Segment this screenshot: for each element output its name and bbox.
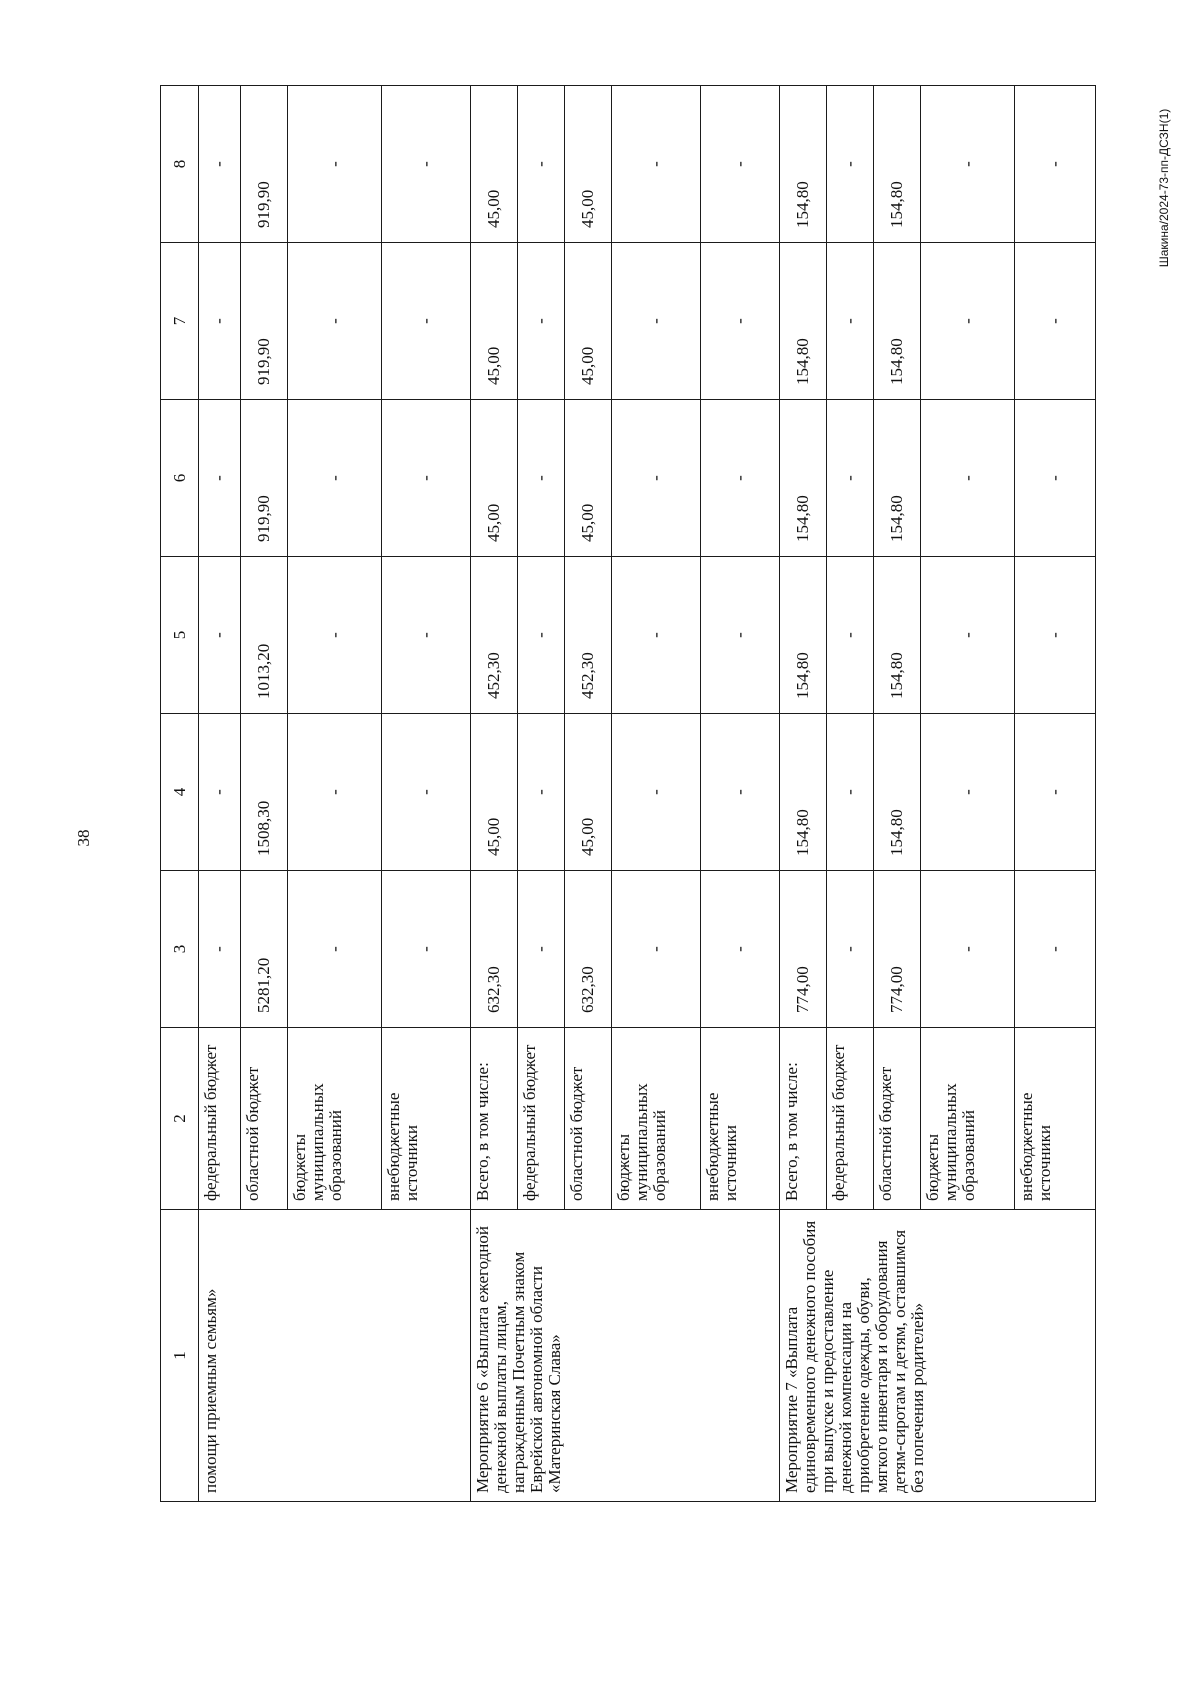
header-cell: 3 — [161, 871, 199, 1028]
header-cell: 5 — [161, 557, 199, 714]
value-cell: 154,80 — [779, 400, 826, 557]
value-cell: - — [1015, 557, 1096, 714]
value-cell: - — [701, 871, 780, 1028]
funding-source-cell: бюджеты муниципальных образований — [921, 1028, 1015, 1210]
value-cell: - — [701, 400, 780, 557]
measure-text: помощи приемным семьям» — [201, 1288, 220, 1493]
value-cell: 45,00 — [565, 243, 612, 400]
value-cell: 154,80 — [874, 400, 921, 557]
value-cell: - — [199, 243, 241, 400]
header-cell: 1 — [161, 1210, 199, 1502]
value-cell: - — [921, 243, 1015, 400]
table-row — [199, 86, 241, 1502]
value-cell: - — [701, 243, 780, 400]
funding-source-cell: внебюджетные источники — [382, 1028, 471, 1210]
measure-text: Мероприятие 7 «Выплата единовременного денежного пособия при выпуске и предоставление денежной компенсации на приобретение одежды, обуви, мягкого инвентаря и оборудования детям-сиротам и детям, оставшимся без попечения родителей» — [781, 1220, 927, 1493]
header-cell: 2 — [161, 1028, 199, 1210]
financing-table — [160, 85, 1096, 1502]
header-cell: 4 — [161, 714, 199, 871]
value-cell: - — [518, 86, 565, 243]
value-cell: 45,00 — [565, 86, 612, 243]
value-cell: - — [287, 557, 381, 714]
funding-source-cell: Всего, в том числе: — [779, 1028, 826, 1210]
value-cell: - — [382, 557, 471, 714]
funding-source-cell: внебюджетные источники — [701, 1028, 780, 1210]
value-cell: - — [518, 243, 565, 400]
header-cell: 8 — [161, 86, 199, 243]
value-cell: - — [382, 714, 471, 871]
value-cell: 452,30 — [471, 557, 518, 714]
value-cell: - — [612, 400, 701, 557]
page-number: 38 — [74, 829, 93, 847]
measure-cell — [199, 1210, 471, 1502]
value-cell: - — [199, 86, 241, 243]
value-cell: 154,80 — [779, 557, 826, 714]
value-cell: - — [518, 557, 565, 714]
value-cell: 452,30 — [565, 557, 612, 714]
table-row — [471, 86, 518, 1502]
funding-source-cell: бюджеты муниципальных образований — [612, 1028, 701, 1210]
value-cell: 919,90 — [240, 86, 287, 243]
value-cell: - — [287, 871, 381, 1028]
funding-source-cell: областной бюджет — [565, 1028, 612, 1210]
value-cell: - — [199, 714, 241, 871]
value-cell: 632,30 — [565, 871, 612, 1028]
value-cell: - — [921, 557, 1015, 714]
value-cell: 45,00 — [471, 243, 518, 400]
value-cell: - — [826, 400, 873, 557]
measure-cell — [471, 1210, 780, 1502]
value-cell: - — [1015, 86, 1096, 243]
table-row — [779, 86, 826, 1502]
table-body — [199, 86, 1096, 1502]
value-cell: - — [287, 400, 381, 557]
value-cell: 45,00 — [565, 400, 612, 557]
value-cell: - — [612, 243, 701, 400]
funding-source-cell: федеральный бюджет — [518, 1028, 565, 1210]
value-cell: 632,30 — [471, 871, 518, 1028]
value-cell: 154,80 — [779, 243, 826, 400]
value-cell: - — [518, 714, 565, 871]
rotated-table-wrapper — [160, 86, 1096, 1502]
value-cell: - — [921, 871, 1015, 1028]
value-cell: - — [612, 714, 701, 871]
funding-source-cell: бюджеты муниципальных образований — [287, 1028, 381, 1210]
header-cell: 6 — [161, 400, 199, 557]
value-cell: - — [826, 86, 873, 243]
value-cell: - — [826, 871, 873, 1028]
value-cell: - — [1015, 714, 1096, 871]
value-cell: - — [382, 871, 471, 1028]
value-cell: - — [612, 86, 701, 243]
measure-cell — [779, 1210, 1095, 1502]
value-cell: - — [199, 400, 241, 557]
value-cell: - — [1015, 400, 1096, 557]
value-cell: - — [382, 86, 471, 243]
value-cell: 154,80 — [779, 86, 826, 243]
funding-source-cell: областной бюджет — [874, 1028, 921, 1210]
value-cell: - — [921, 714, 1015, 871]
value-cell: - — [287, 714, 381, 871]
value-cell: - — [921, 400, 1015, 557]
value-cell: - — [1015, 243, 1096, 400]
value-cell: 45,00 — [471, 400, 518, 557]
value-cell: - — [382, 243, 471, 400]
value-cell: - — [701, 86, 780, 243]
value-cell: 154,80 — [874, 714, 921, 871]
value-cell: 1013,20 — [240, 557, 287, 714]
value-cell: - — [1015, 871, 1096, 1028]
header-row — [161, 86, 199, 1502]
value-cell: 919,90 — [240, 243, 287, 400]
value-cell: 154,80 — [874, 243, 921, 400]
document-code: Шакина/2024-73-пп-ДСЗН(1) — [1157, 108, 1171, 268]
value-cell: 45,00 — [471, 714, 518, 871]
value-cell: 1508,30 — [240, 714, 287, 871]
funding-source-cell: Всего, в том числе: — [471, 1028, 518, 1210]
header-cell: 7 — [161, 243, 199, 400]
value-cell: - — [826, 243, 873, 400]
value-cell: - — [382, 400, 471, 557]
value-cell: 154,80 — [874, 86, 921, 243]
value-cell: 45,00 — [565, 714, 612, 871]
value-cell: 154,80 — [779, 714, 826, 871]
value-cell: - — [199, 871, 241, 1028]
value-cell: - — [826, 557, 873, 714]
value-cell: - — [199, 557, 241, 714]
value-cell: - — [518, 400, 565, 557]
value-cell: 774,00 — [874, 871, 921, 1028]
value-cell: - — [612, 871, 701, 1028]
value-cell: 154,80 — [874, 557, 921, 714]
value-cell: - — [701, 557, 780, 714]
funding-source-cell: областной бюджет — [240, 1028, 287, 1210]
value-cell: - — [518, 871, 565, 1028]
value-cell: - — [921, 86, 1015, 243]
value-cell: - — [287, 86, 381, 243]
value-cell: 45,00 — [471, 86, 518, 243]
value-cell: - — [287, 243, 381, 400]
value-cell: - — [612, 557, 701, 714]
funding-source-cell: федеральный бюджет — [199, 1028, 241, 1210]
value-cell: 774,00 — [779, 871, 826, 1028]
funding-source-cell: федеральный бюджет — [826, 1028, 873, 1210]
value-cell: 919,90 — [240, 400, 287, 557]
value-cell: - — [701, 714, 780, 871]
measure-text: Мероприятие 6 «Выплата ежегодной денежной выплаты лицам, награжденным Почетным знаком Еврейской автономной области «Материнская Слава» — [473, 1226, 565, 1493]
value-cell: 5281,20 — [240, 871, 287, 1028]
value-cell: - — [826, 714, 873, 871]
funding-source-cell: внебюджетные источники — [1015, 1028, 1096, 1210]
